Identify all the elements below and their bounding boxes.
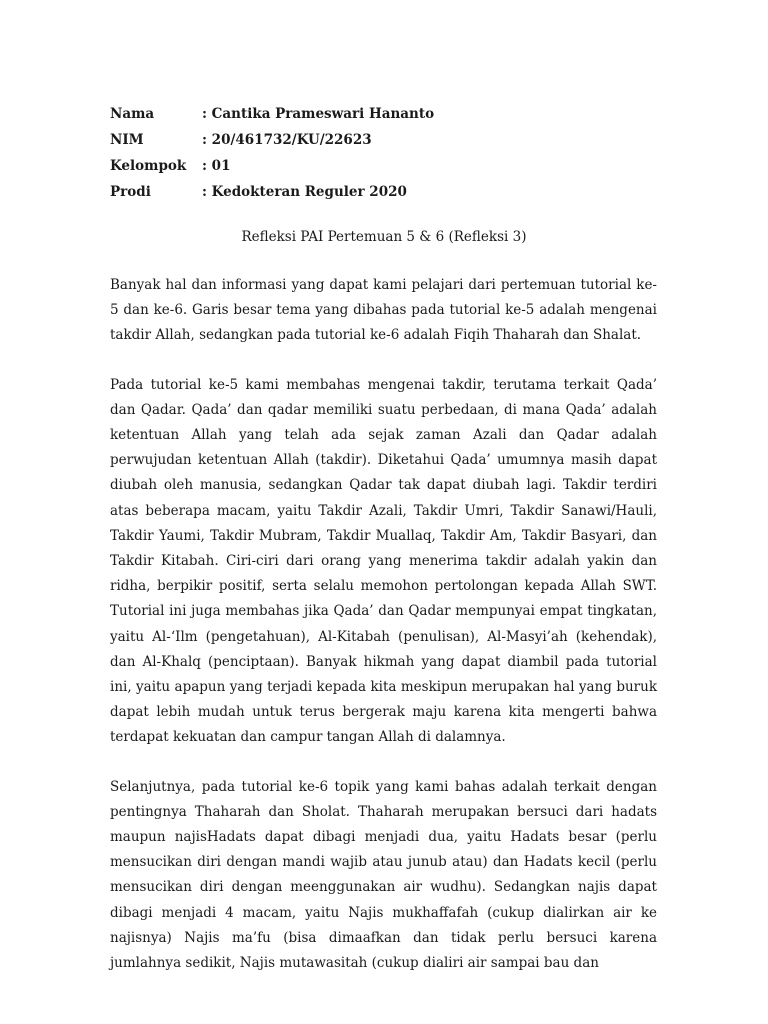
identity-label: Nama: [110, 106, 155, 122]
paragraph-thaharah: Selanjutnya, pada tutorial ke-6 topik yang kami bahas adalah terkait dengan pentingnya Thaharah dan Sholat. Thaharah merupakan bersuci dari hadats maupun najisHadats dapat dibagi menjadi dua, yaitu Hadats besar (perlu mensucikan diri dengan mandi wajib atau junub atau) dan Hadats kecil (perlu mensucikan diri dengan meenggunakan air wudhu). Sedangkan najis dapat dibagi menjadi 4 macam, yaitu Najis mukhaffafah (cukup dialirkan air ke najisnya) Najis ma’fu (bisa dimaafkan dan tidak perlu bersuci karena jumlahnya sedikit, Najis mutawasitah (cukup dialiri air sampai bau dan: [110, 778, 657, 972]
identity-row-prodi: [110, 179, 670, 205]
identity-value: : Kedokteran Reguler 2020: [202, 184, 407, 200]
identity-row-nim: [110, 127, 670, 153]
identity-row-kelompok: [110, 153, 670, 179]
identity-value: : Cantika Prameswari Hananto: [202, 106, 435, 122]
paragraph-intro: Banyak hal dan informasi yang dapat kami pelajari dari pertemuan tutorial ke-5 dan ke-6. Garis besar tema yang dibahas pada tutorial ke-5 adalah mengenai takdir Allah, sedangkan pada tutorial ke-6 adalah Fiqih Thaharah dan Shalat.: [110, 277, 657, 344]
identity-block: [110, 101, 670, 205]
identity-value: : 01: [202, 158, 231, 174]
identity-label: Prodi: [110, 184, 151, 200]
identity-row-nama: [110, 101, 670, 127]
identity-label: NIM: [110, 132, 144, 148]
paragraph-takdir: Pada tutorial ke-5 kami membahas mengenai takdir, terutama terkait Qada’ dan Qadar. Qada’ dan qadar memiliki suatu perbedaan, di mana Qada’ adalah ketentuan Allah yang telah ada sejak zaman Azali dan Qadar adalah perwujudan ketentuan Allah (takdir). Diketahui Qada’ umumnya masih dapat diubah oleh manusia, sedangkan Qadar tak dapat diubah lagi. Takdir terdiri atas beberapa macam, yaitu Takdir Azali, Takdir Umri, Takdir Sanawi/Hauli, Takdir Yaumi, Takdir Mubram, Takdir Muallaq, Takdir Am, Takdir Basyari, dan Takdir Kitabah. Ciri-ciri dari orang yang menerima takdir adalah yakin dan ridha, berpikir positif, serta selalu memohon pertolongan kepada Allah SWT. Tutorial ini juga membahas jika Qada’ dan Qadar mempunyai empat tingkatan, yaitu Al-‘Ilm (pengetahuan), Al-Kitabah (penulisan), Al-Masyi’ah (kehendak), dan Al-Khalq (penciptaan). Banyak hikmah yang dapat diambil pada tutorial ini, yaitu apapun yang terjadi kepada kita meskipun merupakan hal yang buruk dapat lebih mudah untuk terus bergerak maju karena kita mengerti bahwa terdapat kekuatan dan campur tangan Allah di dalamnya.: [110, 376, 657, 746]
identity-value: : 20/461732/KU/22623: [202, 132, 372, 148]
identity-label: Kelompok: [110, 158, 187, 174]
document-title: Refleksi PAI Pertemuan 5 & 6 (Refleksi 3): [241, 229, 527, 245]
document-body: [110, 273, 657, 1000]
